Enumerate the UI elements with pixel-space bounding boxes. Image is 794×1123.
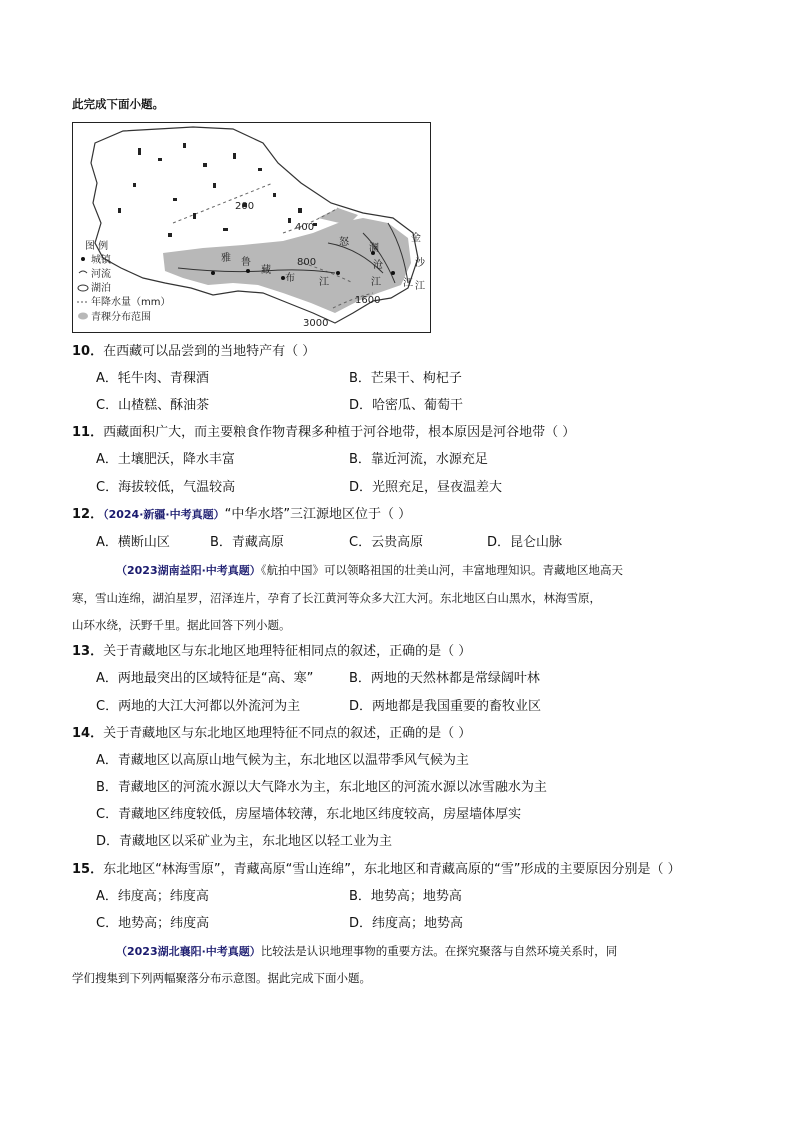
option-12a[interactable]: A．横断山区 <box>96 535 170 550</box>
question-stem: 在西藏可以品尝到的当地特产有（ ） <box>103 344 316 359</box>
option-15a[interactable]: A．纬度高；纬度高 <box>96 889 209 904</box>
river-char: 金 <box>411 233 421 244</box>
question-10 <box>72 343 315 361</box>
question-12 <box>72 506 411 524</box>
option-11c[interactable]: C．海拔较低，气温较高 <box>96 480 236 495</box>
question-stem: 西藏面积广大，而主要粮食作物青稞多种植于河谷地带，根本原因是河谷地带（ ） <box>103 425 576 440</box>
river-char: 鲁 <box>241 257 251 268</box>
passage-text: 《航拍中国》可以领略祖国的壮美山河，丰富地理知识。青藏地区地高天 <box>260 563 624 577</box>
passage-source: （2023湖南益阳·中考真题） <box>116 564 261 577</box>
option-10d[interactable]: D．哈密瓜、葡萄干 <box>349 398 464 413</box>
question-13 <box>72 643 471 661</box>
river-char: 藏 <box>261 265 271 276</box>
isohyet-400: 400 <box>295 222 315 233</box>
river-char: 沧 <box>373 260 383 271</box>
question-number: 13． <box>72 644 104 659</box>
passage-2-line-2: 学们搜集到下列两幅聚落分布示意图。据此完成下面小题。 <box>72 971 371 985</box>
intro-continuation: 此完成下面小题。 <box>72 97 164 111</box>
legend-title: 图 例 <box>85 241 109 252</box>
question-11 <box>72 424 575 442</box>
option-10b[interactable]: B．芒果干、枸杞子 <box>349 371 462 386</box>
option-12b[interactable]: B．青藏高原 <box>210 535 284 550</box>
river-char: 江 <box>371 277 381 288</box>
option-11d[interactable]: D．光照充足，昼夜温差大 <box>349 480 503 495</box>
option-10a[interactable]: A．牦牛肉、青稞酒 <box>96 371 209 386</box>
option-13d[interactable]: D．两地都是我国重要的畜牧业区 <box>349 699 542 714</box>
passage-1-line-3: 山环水绕，沃野千里。据此回答下列小题。 <box>72 618 291 632</box>
question-stem: 关于青藏地区与东北地区地理特征不同点的叙述，正确的是（ ） <box>103 726 472 741</box>
passage-2-line-1 <box>116 943 617 960</box>
question-stem: 关于青藏地区与东北地区地理特征相同点的叙述，正确的是（ ） <box>103 644 472 659</box>
legend-lake: 湖泊 <box>91 283 111 294</box>
option-14a[interactable]: A．青藏地区以高原山地气候为主，东北地区以温带季风气候为主 <box>96 753 469 768</box>
option-15c[interactable]: C．地势高；纬度高 <box>96 916 210 931</box>
option-14c[interactable]: C．青藏地区纬度较低，房屋墙体较薄，东北地区纬度较高，房屋墙体厚实 <box>96 807 522 822</box>
option-12d[interactable]: D．昆仑山脉 <box>487 535 563 550</box>
option-10c[interactable]: C．山楂糕、酥油茶 <box>96 398 210 413</box>
legend-precip: 年降水量（mm） <box>91 297 171 308</box>
river-char: 江 <box>415 281 425 292</box>
option-12c[interactable]: C．云贵高原 <box>349 535 424 550</box>
isohyet-800: 800 <box>297 257 317 268</box>
legend-barley: 青稞分布范围 <box>91 312 151 323</box>
question-stem: 东北地区“林海雪原”，青藏高原“雪山连绵”，东北地区和青藏高原的“雪”形成的主要原因分别是（ ） <box>103 862 681 877</box>
tibet-map <box>72 122 431 333</box>
legend-river: 河流 <box>91 269 111 280</box>
river-char: 怒 <box>339 237 349 248</box>
option-14b[interactable]: B．青藏地区的河流水源以大气降水为主，东北地区的河流水源以冰雪融水为主 <box>96 780 547 795</box>
question-stem: “中华水塔”三江源地区位于（ ） <box>224 507 412 522</box>
question-number: 11． <box>72 425 104 440</box>
passage-text: 比较法是认识地理事物的重要方法。在探究聚落与自然环境关系时，同 <box>260 944 618 958</box>
option-15b[interactable]: B．地势高；地势高 <box>349 889 462 904</box>
river-char: 雅 <box>221 253 231 264</box>
option-13b[interactable]: B．两地的天然林都是常绿阔叶林 <box>349 671 540 686</box>
isohyet-1600: 1600 <box>355 295 381 306</box>
passage-1-line-2: 寒，雪山连绵，湖泊星罗，沼泽连片，孕育了长江黄河等众多大江大河。东北地区白山黑水，林海雪原， <box>72 591 601 605</box>
option-14d[interactable]: D．青藏地区以采矿业为主，东北地区以轻工业为主 <box>96 834 393 849</box>
legend-town: 城镇 <box>91 255 111 266</box>
option-11a[interactable]: A．土壤肥沃，降水丰富 <box>96 452 235 467</box>
map-graphic <box>73 123 430 332</box>
isohyet-200: 200 <box>235 201 255 212</box>
option-15d[interactable]: D．纬度高；地势高 <box>349 916 464 931</box>
isohyet-3000: 3000 <box>303 318 329 329</box>
river-char: 江 <box>403 278 413 289</box>
river-char: 江 <box>319 277 329 288</box>
question-14 <box>72 725 471 743</box>
question-number: 12． <box>72 507 104 522</box>
river-char: 澜 <box>369 243 379 254</box>
question-number: 14． <box>72 726 104 741</box>
option-11b[interactable]: B．靠近河流，水源充足 <box>349 452 488 467</box>
river-char: 布 <box>285 273 295 284</box>
option-13c[interactable]: C．两地的大江大河都以外流河为主 <box>96 699 301 714</box>
passage-source: （2023湖北襄阳·中考真题） <box>116 945 261 958</box>
river-char: 沙 <box>415 258 425 269</box>
passage-1-line-1 <box>116 562 623 579</box>
option-13a[interactable]: A．两地最突出的区域特征是“高、寒” <box>96 671 314 686</box>
question-source: （2024·新疆·中考真题） <box>103 508 225 521</box>
question-15 <box>72 861 681 879</box>
question-number: 15． <box>72 862 104 877</box>
question-number: 10． <box>72 344 104 359</box>
